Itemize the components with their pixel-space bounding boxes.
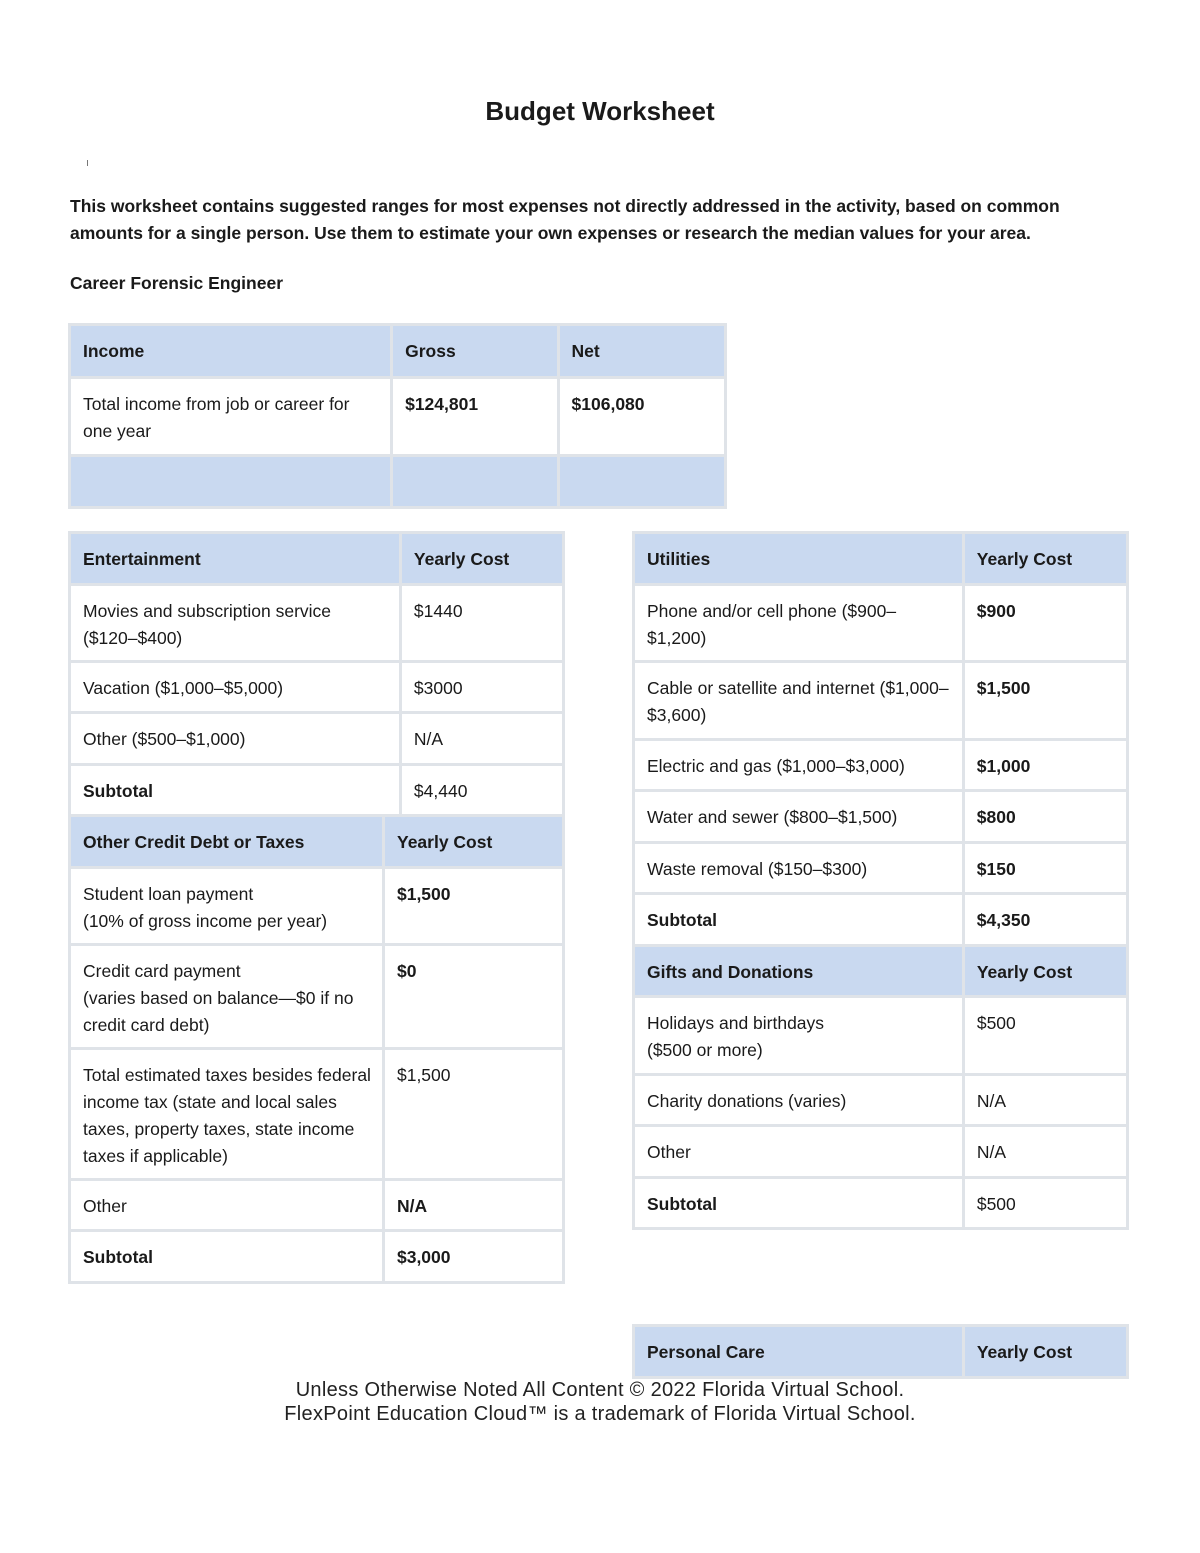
- table-row-label: Vacation ($1,000–$5,000): [70, 662, 401, 713]
- yearly-cost-header: Yearly Cost: [963, 946, 1127, 997]
- credit-taxes-table: [68, 814, 565, 1284]
- table-row-value: $900: [963, 585, 1127, 662]
- table-row-label: Waste removal ($150–$300): [634, 843, 964, 894]
- footer-line: FlexPoint Education Cloud™ is a trademark of Florida Virtual School.: [284, 1403, 916, 1425]
- subtotal-label: Subtotal: [634, 894, 964, 946]
- table-row-label: Electric and gas ($1,000–$3,000): [634, 740, 964, 791]
- subtotal-value: $500: [963, 1178, 1127, 1229]
- personal-care-table: [632, 1324, 1129, 1379]
- subtotal-value: $4,350: [963, 894, 1127, 946]
- subtotal-label: Subtotal: [634, 1178, 964, 1229]
- table-row-value: $1,000: [963, 740, 1127, 791]
- table-row-value: $800: [963, 791, 1127, 843]
- table-row-label: Phone and/or cell phone ($900–$1,200): [634, 585, 964, 662]
- table-row-label: Student loan payment (10% of gross income per year): [70, 868, 384, 945]
- blank-cell: [70, 456, 392, 508]
- utilities-header: Utilities: [634, 533, 964, 585]
- table-row-label: Cable or satellite and internet ($1,000–$3,600): [634, 662, 964, 740]
- yearly-cost-header: Yearly Cost: [963, 1326, 1127, 1378]
- utilities-table: [632, 531, 1129, 947]
- gifts-table: [632, 944, 1129, 1230]
- entertainment-table: [68, 531, 565, 817]
- career-label: Career Forensic Engineer: [70, 273, 283, 293]
- copyright-footer: [0, 1378, 1200, 1426]
- gifts-header: Gifts and Donations: [634, 946, 964, 997]
- table-row-label: Charity donations (varies): [634, 1075, 964, 1126]
- table-row-label: Other ($500–$1,000): [70, 713, 401, 765]
- table-row-label: Movies and subscription service ($120–$400): [70, 585, 401, 662]
- table-row-value: $1,500: [963, 662, 1127, 740]
- table-row-value: N/A: [963, 1075, 1127, 1126]
- table-row-label: Other: [70, 1180, 384, 1231]
- footer-line: Unless Otherwise Noted All Content © 2022 Florida Virtual School.: [295, 1379, 905, 1401]
- table-row-label: Other: [634, 1126, 964, 1178]
- income-header: Income: [70, 325, 392, 378]
- credit-header: Other Credit Debt or Taxes: [70, 816, 384, 868]
- entertainment-header: Entertainment: [70, 533, 401, 585]
- table-row-value: $1440: [400, 585, 563, 662]
- blank-cell: [558, 456, 725, 508]
- yearly-cost-header: Yearly Cost: [400, 533, 563, 585]
- table-row-value: $1,500: [383, 1049, 563, 1180]
- table-row-value: N/A: [400, 713, 563, 765]
- table-row-value: N/A: [383, 1180, 563, 1231]
- personal-care-header: Personal Care: [634, 1326, 964, 1378]
- yearly-cost-header: Yearly Cost: [383, 816, 563, 868]
- gross-header: Gross: [392, 325, 558, 378]
- subtotal-label: Subtotal: [70, 765, 401, 816]
- table-row-value: $500: [963, 997, 1127, 1075]
- table-row-value: $1,500: [383, 868, 563, 945]
- table-row-value: N/A: [963, 1126, 1127, 1178]
- yearly-cost-header: Yearly Cost: [963, 533, 1127, 585]
- table-row-label: Credit card payment (varies based on balance—$0 if no credit card debt): [70, 945, 384, 1049]
- net-header: Net: [558, 325, 725, 378]
- subtotal-value: $3,000: [383, 1231, 563, 1283]
- table-row-value: $0: [383, 945, 563, 1049]
- table-row-label: Water and sewer ($800–$1,500): [634, 791, 964, 843]
- blank-cell: [392, 456, 558, 508]
- table-row-label: Holidays and birthdays ($500 or more): [634, 997, 964, 1075]
- table-row-label: Total estimated taxes besides federal income tax (state and local sales taxes, property taxes, state income taxes if applicable): [70, 1049, 384, 1180]
- subtotal-value: $4,440: [400, 765, 563, 816]
- income-row-label: Total income from job or career for one year: [70, 378, 392, 456]
- stray-mark: [87, 160, 88, 166]
- net-value: $106,080: [558, 378, 725, 456]
- income-table: [68, 323, 727, 509]
- intro-text: This worksheet contains suggested ranges for most expenses not directly addressed in the activity, based on common amounts for a single person. Use them to estimate your own expenses or research the median values for your area.: [70, 196, 1060, 243]
- subtotal-label: Subtotal: [70, 1231, 384, 1283]
- gross-value: $124,801: [392, 378, 558, 456]
- table-row-value: $3000: [400, 662, 563, 713]
- page-title: Budget Worksheet: [485, 96, 715, 126]
- table-row-value: $150: [963, 843, 1127, 894]
